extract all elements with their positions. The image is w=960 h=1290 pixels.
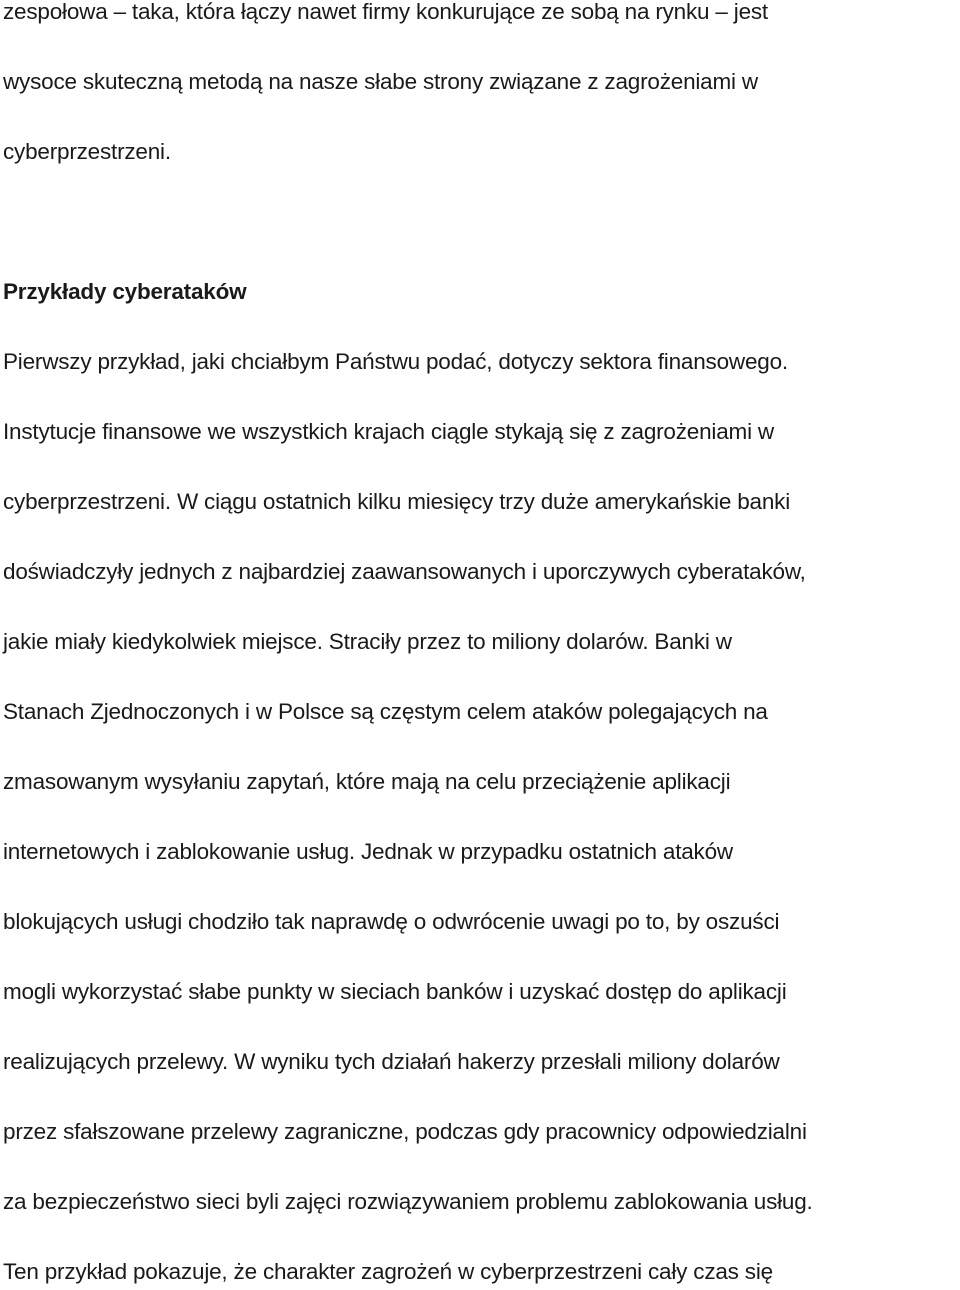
text-line: internetowych i zablokowanie usług. Jednak w przypadku ostatnich ataków [3,839,733,864]
text-line: jakie miały kiedykolwiek miejsce. Straciły przez to miliony dolarów. Banki w [3,629,732,654]
text-line: przez sfałszowane przelewy zagraniczne, podczas gdy pracownicy odpowiedzialni [3,1119,807,1144]
text-line: Pierwszy przykład, jaki chciałbym Państwu podać, dotyczy sektora finansowego. [3,349,788,374]
section-heading: Przykłady cyberataków [3,279,247,304]
text-line: mogli wykorzystać słabe punkty w sieciach banków i uzyskać dostęp do aplikacji [3,979,787,1004]
text-line: blokujących usługi chodziło tak naprawdę o odwrócenie uwagi po to, by oszuści [3,909,780,934]
text-line: wysoce skuteczną metodą na nasze słabe strony związane z zagrożeniami w [3,69,758,94]
text-line: Stanach Zjednoczonych i w Polsce są częstym celem ataków polegających na [3,699,768,724]
text-line: Ten przykład pokazuje, że charakter zagrożeń w cyberprzestrzeni cały czas się [3,1259,773,1284]
text-line: zmasowanym wysyłaniu zapytań, które mają na celu przeciążenie aplikacji [3,769,731,794]
text-line: cyberprzestrzeni. W ciągu ostatnich kilku miesięcy trzy duże amerykańskie banki [3,489,791,514]
text-line: realizujących przelewy. W wyniku tych działań hakerzy przesłali miliony dolarów [3,1049,780,1074]
text-line: Instytucje finansowe we wszystkich krajach ciągle stykają się z zagrożeniami w [3,419,774,444]
text-line: cyberprzestrzeni. [3,139,171,164]
text-line: doświadczyły jednych z najbardziej zaawansowanych i uporczywych cyberataków, [3,559,806,584]
text-line: zespołowa – taka, która łączy nawet firmy konkurujące ze sobą na rynku – jest [3,0,768,24]
text-line: za bezpieczeństwo sieci byli zajęci rozwiązywaniem problemu zablokowania usług. [3,1189,813,1214]
